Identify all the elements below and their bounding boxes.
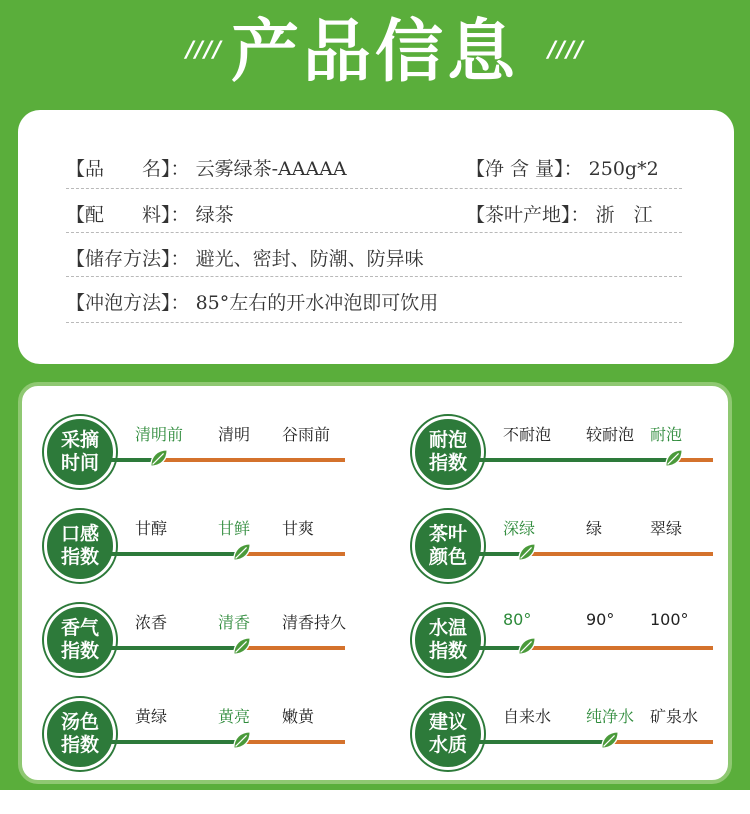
index-badge: [44, 416, 116, 488]
index-badge-text: 时间: [60, 452, 99, 474]
index-option: 甘醇: [135, 519, 168, 538]
brew-label: 【冲泡方法】: [66, 292, 171, 314]
index-bar-filled: [108, 646, 242, 650]
leaf-icon: [516, 635, 538, 657]
divider: [66, 322, 682, 323]
index-badge-text: 香气: [60, 617, 99, 639]
name-label: 【品 名】: [66, 158, 171, 180]
index-badge-text: 指数: [60, 640, 99, 662]
divider: [66, 276, 682, 277]
index-badge: [412, 604, 484, 676]
index-option: 不耐泡: [503, 425, 552, 444]
net-label: 【净 含 量】: [466, 158, 564, 180]
leaf-icon: [231, 541, 253, 563]
leaf-icon: [231, 729, 253, 751]
index-badge-text: 茶叶: [428, 523, 467, 545]
index-badge-text: 指数: [60, 546, 99, 568]
index-option: 深绿: [503, 519, 536, 538]
origin-row: 【茶叶产地】： 浙 江: [466, 204, 653, 226]
leaf-icon: [663, 447, 685, 469]
name-row: 【品 名】： 云雾绿茶-AAAAA: [66, 158, 347, 180]
index-badge: [412, 510, 484, 582]
page-title: 产品信息: [230, 13, 519, 92]
index-option: 甘爽: [282, 519, 315, 538]
index-bar-remaining: [527, 552, 713, 556]
index-bar-filled: [476, 740, 610, 744]
index-bar-remaining: [242, 552, 345, 556]
index-badge-text: 颜色: [428, 546, 467, 568]
index-badge: [44, 698, 116, 770]
index-badge-text: 耐泡: [428, 429, 467, 451]
index-bar-remaining: [242, 646, 345, 650]
storage-row: 【储存方法】： 避光、密封、防潮、防异味: [66, 248, 424, 270]
ingredient-label: 【配 料】: [66, 204, 171, 226]
index-option: 90°: [586, 610, 615, 629]
index-option: 绿: [586, 519, 603, 538]
index-option: 清香: [218, 613, 251, 632]
index-bar-filled: [476, 458, 674, 462]
storage-label: 【储存方法】: [66, 248, 171, 270]
index-bar-filled: [108, 552, 242, 556]
index-badge-text: 水温: [428, 617, 467, 639]
index-badge: [44, 604, 116, 676]
net-row: 【净 含 量】： 250g*2: [466, 158, 659, 180]
name-value: 云雾绿茶-AAAAA: [195, 158, 347, 180]
index-option: 矿泉水: [650, 707, 699, 726]
index-badge-text: 指数: [60, 734, 99, 756]
leaf-icon: [148, 447, 170, 469]
index-badge-text: 采摘: [60, 429, 99, 451]
index-badge-text: 水质: [428, 734, 467, 756]
index-badge-text: 汤色: [60, 711, 99, 733]
index-bar-filled: [108, 740, 242, 744]
net-value: 250g*2: [588, 158, 659, 180]
index-badge: [412, 698, 484, 770]
title-deco-right: ////: [548, 38, 585, 63]
divider: [66, 232, 682, 233]
index-option: 100°: [650, 610, 689, 629]
leaf-icon: [516, 541, 538, 563]
leaf-icon: [599, 729, 621, 751]
origin-label: 【茶叶产地】: [466, 204, 571, 226]
index-bar-remaining: [242, 740, 345, 744]
index-option: 浓香: [135, 613, 168, 632]
index-option: 翠绿: [650, 519, 683, 538]
index-badge-text: 指数: [428, 640, 467, 662]
index-badge: [412, 416, 484, 488]
index-option: 黄绿: [135, 707, 168, 726]
index-badge: [44, 510, 116, 582]
index-badge-text: 指数: [428, 452, 467, 474]
index-option: 耐泡: [650, 425, 683, 444]
index-option: 较耐泡: [586, 425, 635, 444]
index-option: 清明: [218, 425, 251, 444]
index-badge-text: 建议: [428, 711, 467, 733]
brew-row: 【冲泡方法】： 85°左右的开水冲泡即可饮用: [66, 292, 439, 314]
storage-value: 避光、密封、防潮、防异味: [195, 248, 424, 270]
ingredient-value: 绿茶: [195, 204, 234, 226]
title-deco-left: ////: [186, 38, 223, 63]
index-option: 嫩黄: [282, 707, 315, 726]
index-bar-remaining: [527, 646, 713, 650]
leaf-icon: [231, 635, 253, 657]
index-option: 黄亮: [218, 707, 251, 726]
index-option: 甘鲜: [218, 519, 251, 538]
ingredient-row: 【配 料】： 绿茶: [66, 204, 234, 226]
index-bar-remaining: [610, 740, 713, 744]
index-option: 纯净水: [586, 707, 635, 726]
divider: [66, 188, 682, 189]
index-option: 清明前: [135, 425, 184, 444]
index-bar-remaining: [159, 458, 345, 462]
origin-value: 浙 江: [595, 204, 653, 226]
bottom-strip: [0, 790, 750, 814]
index-option: 自来水: [503, 707, 552, 726]
info-card: [18, 110, 734, 364]
index-option: 谷雨前: [282, 425, 331, 444]
index-badge-text: 口感: [60, 523, 99, 545]
index-option: 清香持久: [282, 613, 347, 632]
index-option: 80°: [503, 610, 532, 629]
brew-value: 85°左右的开水冲泡即可饮用: [195, 292, 439, 314]
